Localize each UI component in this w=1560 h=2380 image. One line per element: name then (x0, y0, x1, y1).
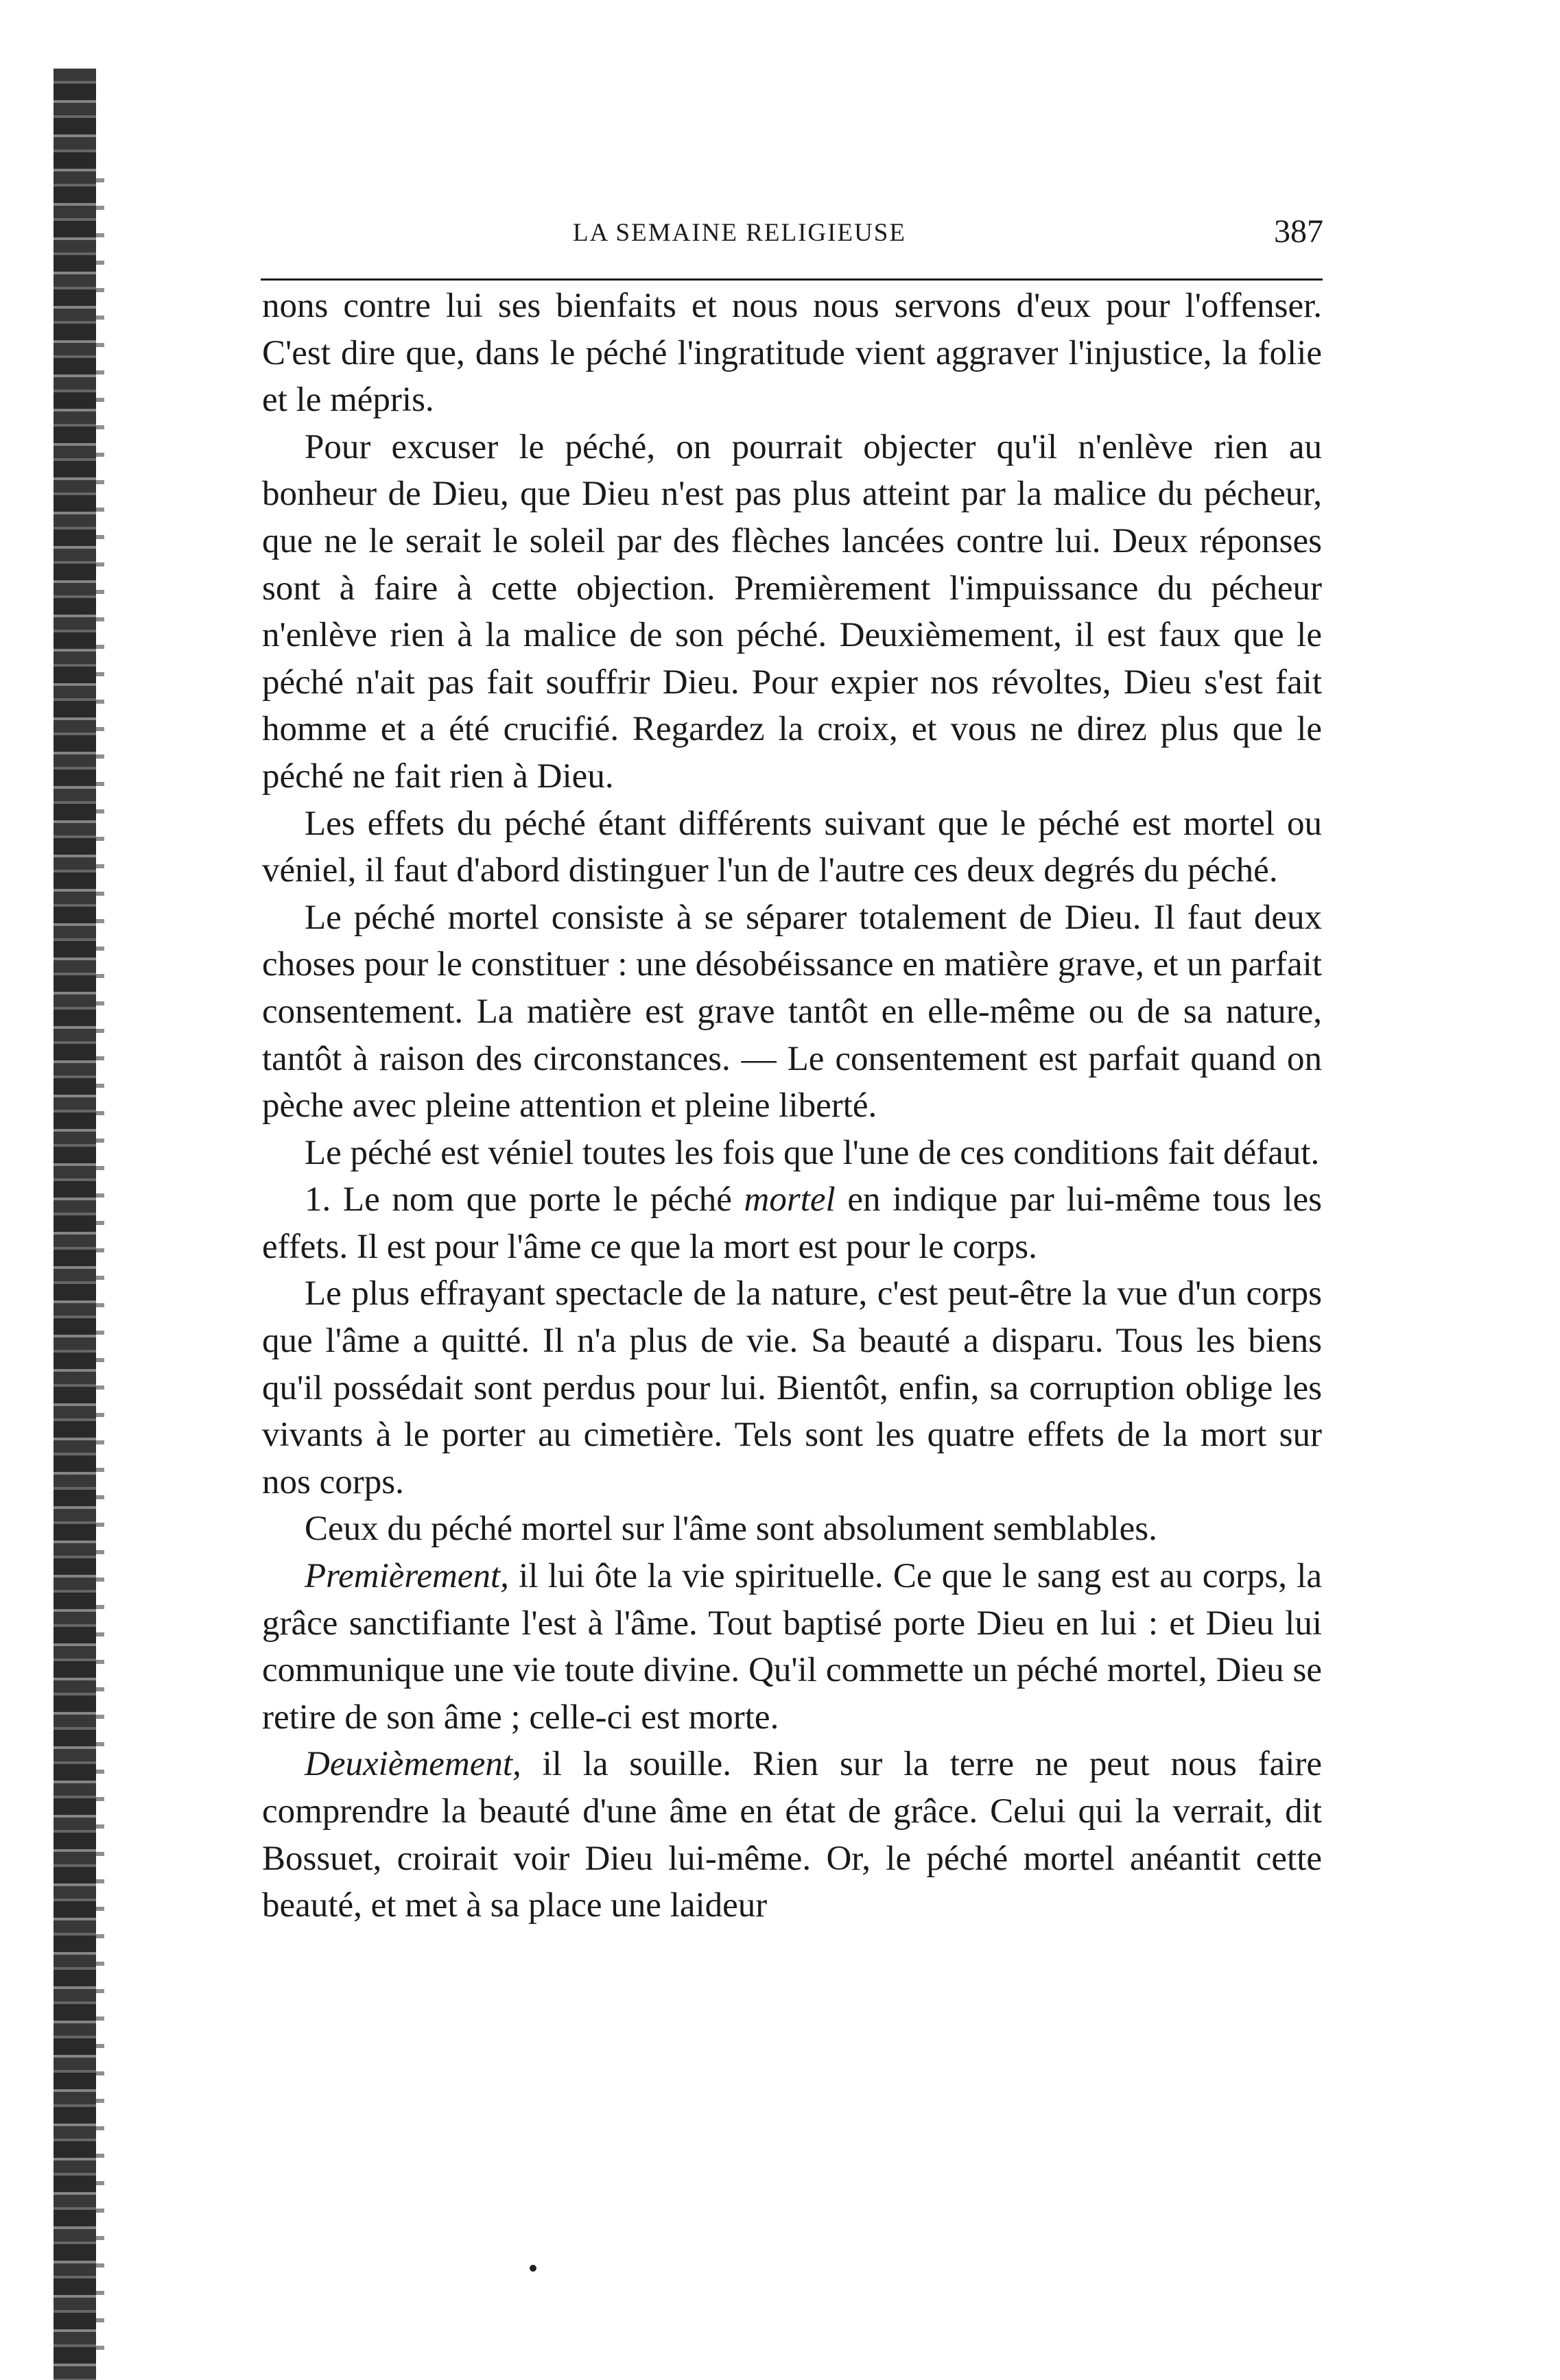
paragraph (262, 1553, 1322, 1741)
paragraph: Le péché est véniel toutes les fois que l'une de ces conditions fait défaut. (305, 1133, 1320, 1172)
paragraph-text: 1. Le nom que porte le péché (305, 1180, 744, 1219)
paragraph: Les effets du péché étant différents suivant que le péché est mortel ou véniel, il faut d'abord distinguer l'un de l'autre ces deux degrés du péché. (262, 804, 1322, 890)
page-header (261, 213, 1323, 266)
italic-term: Deuxièmement, (305, 1745, 521, 1784)
paragraph: Le plus effrayant spectacle de la nature, c'est peut-être la vue d'un corps que l'âme a quitté. Il n'a plus de vie. Sa beauté a disparu. Tous les biens qu'il possédait sont perdus pour lui. Bientôt, enfin, sa corruption oblige les vivants à le porter au cimetière. Tels sont les quatre effets de la mort sur nos corps. (262, 1274, 1322, 1501)
paragraph: Le péché mortel consiste à se séparer totalement de Dieu. Il faut deux choses pour le constituer : une désobéissance en matière grave, et un parfait consentement. La matière est grave tantôt en elle-même ou de sa nature, tantôt à raison des circonstances. — Le consentement est parfait quand on pèche avec pleine attention et pleine liberté. (262, 898, 1322, 1126)
running-title: LA SEMAINE RELIGIEUSE (573, 219, 906, 247)
paragraph (262, 1176, 1322, 1270)
paragraph: Ceux du péché mortel sur l'âme sont absolument semblables. (305, 1510, 1157, 1549)
paragraph-text: il la souille. Rien sur la terre ne peut nous faire comprendre la beauté d'une âme en état de grâce. Celui qui la verrait, dit Bossuet, croirait voir Dieu lui-même. Or, le péché mortel anéantit cette beauté, et met à sa place une laideur (262, 1745, 1322, 1925)
paragraph (262, 1741, 1322, 1929)
binding-edge-marks (96, 178, 104, 2373)
italic-term: mortel (744, 1180, 836, 1219)
italic-term: Premièrement, (305, 1557, 509, 1596)
paragraph: nons contre lui ses bienfaits et nous nous servons d'eux pour l'offenser. C'est dire que, dans le péché l'ingratitude vient aggraver l'injustice, la folie et le mépris. (262, 287, 1322, 420)
paragraph-text: en indique par lui-même tous les effets. Il est pour l'âme ce que la mort est pour le corps. (262, 1180, 1322, 1266)
paragraph: Pour excuser le péché, on pourrait objecter qu'il n'enlève rien au bonheur de Dieu, que Dieu n'est pas plus atteint par la malice du pécheur, que ne le serait le soleil par des flèches lancées contre lui. Deux réponses sont à faire à cette objection. Premièrement l'impuissance du pécheur n'enlève rien à la malice de son péché. Deuxièmement, il est faux que le péché n'ait pas fait souffrir Dieu. Pour expier nos révoltes, Dieu s'est fait homme et a été crucifié. Regardez la croix, et vous ne direz plus que le péché ne fait rien à Dieu. (262, 427, 1322, 796)
header-rule (261, 278, 1323, 281)
page-number: 387 (1274, 213, 1323, 250)
paragraph-text: il lui ôte la vie spirituelle. Ce que le sang est au corps, la grâce sanctifiante l'est à l'âme. Tout baptisé porte Dieu en lui : et Dieu lui communique une vie toute divine. Qu'il commette un péché mortel, Dieu se retire de son âme ; celle-ci est morte. (262, 1557, 1322, 1737)
body-text (262, 283, 1322, 1929)
print-speck (530, 2265, 536, 2272)
binding-shadow (54, 69, 96, 2380)
